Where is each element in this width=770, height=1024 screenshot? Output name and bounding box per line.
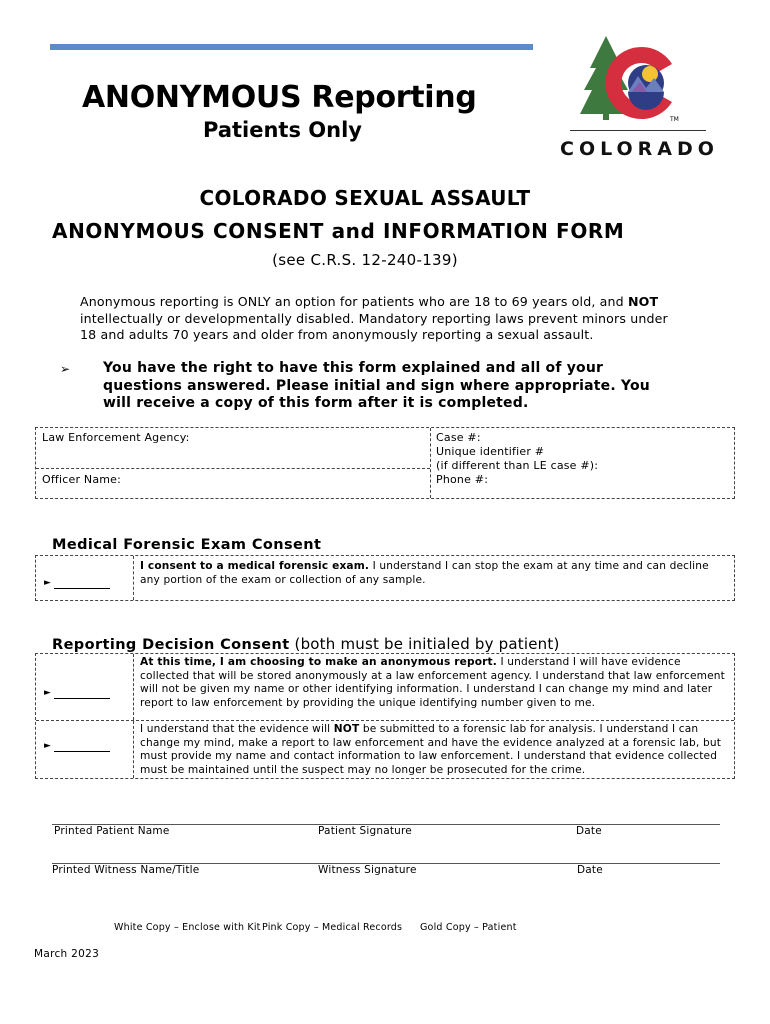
logo-wordmark: COLORADO (560, 138, 719, 160)
page-title: ANONYMOUS Reporting (82, 80, 477, 115)
patient-signature-label: Patient Signature (318, 825, 412, 837)
initial-line[interactable] (54, 751, 110, 752)
anonymous-report-bold: At this time, I am choosing to make an anonymous report. (140, 656, 497, 668)
evidence-text-2: be submitted to a forensic lab for analysis. I understand I can change my mind, make a report to law enforcement and have the evidence analyzed at a forensic lab, but must provide my name and contact information to law enforcement. I understand that evidence collected must be maintained until the suspect may no longer be prosecuted for the crime. (140, 723, 721, 776)
patient-name-label: Printed Patient Name (54, 825, 170, 837)
reporting-consent-row-anonymous (36, 654, 734, 720)
evidence-text-1: I understand that the evidence will (140, 723, 334, 735)
anonymous-report-text (140, 654, 734, 714)
form-title-line2: ANONYMOUS CONSENT and INFORMATION FORM (52, 219, 625, 243)
colorado-logo (558, 32, 718, 162)
logo-trademark: TM (670, 116, 679, 123)
initial-box[interactable] (36, 654, 134, 720)
page-subtitle: Patients Only (203, 118, 362, 142)
eligibility-paragraph (80, 294, 680, 344)
intro-emphasis: NOT (627, 294, 659, 309)
intro-text-2: intellectually or developmentally disabled. Mandatory reporting laws prevent minors under 18 and adults 70 years and older from anonymously reporting a sexual assault. (80, 310, 668, 343)
form-title-line1: COLORADO SEXUAL ASSAULT (199, 186, 531, 210)
witness-signature-label: Witness Signature (318, 864, 417, 876)
medical-consent-table (35, 555, 735, 601)
law-enforcement-table (35, 427, 735, 499)
logo-divider (570, 130, 706, 131)
pointer-icon: ► (44, 741, 51, 751)
white-copy-note: White Copy – Enclose with Kit (114, 922, 261, 933)
witness-name-label: Printed Witness Name/Title (52, 864, 200, 876)
medical-consent-text (140, 556, 734, 591)
pointer-icon: ► (44, 688, 51, 698)
officer-field[interactable]: Officer Name: (42, 473, 122, 486)
patient-date-label: Date (576, 825, 602, 837)
form-revision-date: March 2023 (34, 948, 100, 960)
reporting-consent-table (35, 653, 735, 779)
evidence-storage-text (140, 721, 734, 781)
gold-copy-note: Gold Copy – Patient (420, 922, 517, 933)
intro-text-1: Anonymous reporting is ONLY an option for patients who are 18 to 69 years old, and (80, 294, 628, 309)
initial-line[interactable] (54, 698, 110, 699)
initial-box[interactable] (36, 556, 134, 600)
medical-consent-body: I understand I can stop the exam at any time and can decline any portion of the exam or collection of any sample. (140, 560, 709, 586)
witness-date-label: Date (577, 864, 603, 876)
phone-field[interactable]: Phone #: (436, 473, 489, 486)
initial-line[interactable] (54, 588, 110, 589)
anonymous-report-body: I understand I will have evidence collected that will be stored anonymously at a law enforcement agency. I understand that law enforcement will not be given my name or other identifying information. I understand I can change my mind and later report to law enforcement by providing the unique identifying number given to me. (140, 656, 725, 709)
header-accent-rule (50, 44, 533, 50)
pink-copy-note: Pink Copy – Medical Records (262, 922, 403, 933)
evidence-emphasis: NOT (333, 723, 360, 735)
pointer-icon: ► (44, 578, 51, 588)
colorado-logo-icon (576, 32, 686, 127)
reporting-consent-row-evidence (36, 720, 734, 778)
statute-citation: (see C.R.S. 12-240-139) (272, 251, 458, 269)
rights-notice: You have the right to have this form explained and all of your questions answered. Please initial and sign where appropriate. You will receive a copy of this form after it is completed. (103, 360, 650, 411)
medical-consent-bold: I consent to a medical forensic exam. (140, 560, 370, 572)
unique-id-field[interactable]: Unique identifier # (436, 445, 545, 458)
initial-box[interactable] (36, 721, 134, 778)
medical-consent-heading: Medical Forensic Exam Consent (52, 537, 322, 553)
unique-id-note: (if different than LE case #): (436, 459, 599, 472)
reporting-consent-title: Reporting Decision Consent (52, 637, 290, 653)
medical-consent-row (36, 556, 734, 600)
reporting-consent-heading (52, 635, 560, 653)
case-number-field[interactable]: Case #: (436, 431, 481, 444)
agency-field[interactable]: Law Enforcement Agency: (42, 431, 190, 444)
arrow-bullet-icon: ➢ (60, 362, 71, 376)
reporting-consent-note: (both must be initialed by patient) (289, 635, 560, 653)
